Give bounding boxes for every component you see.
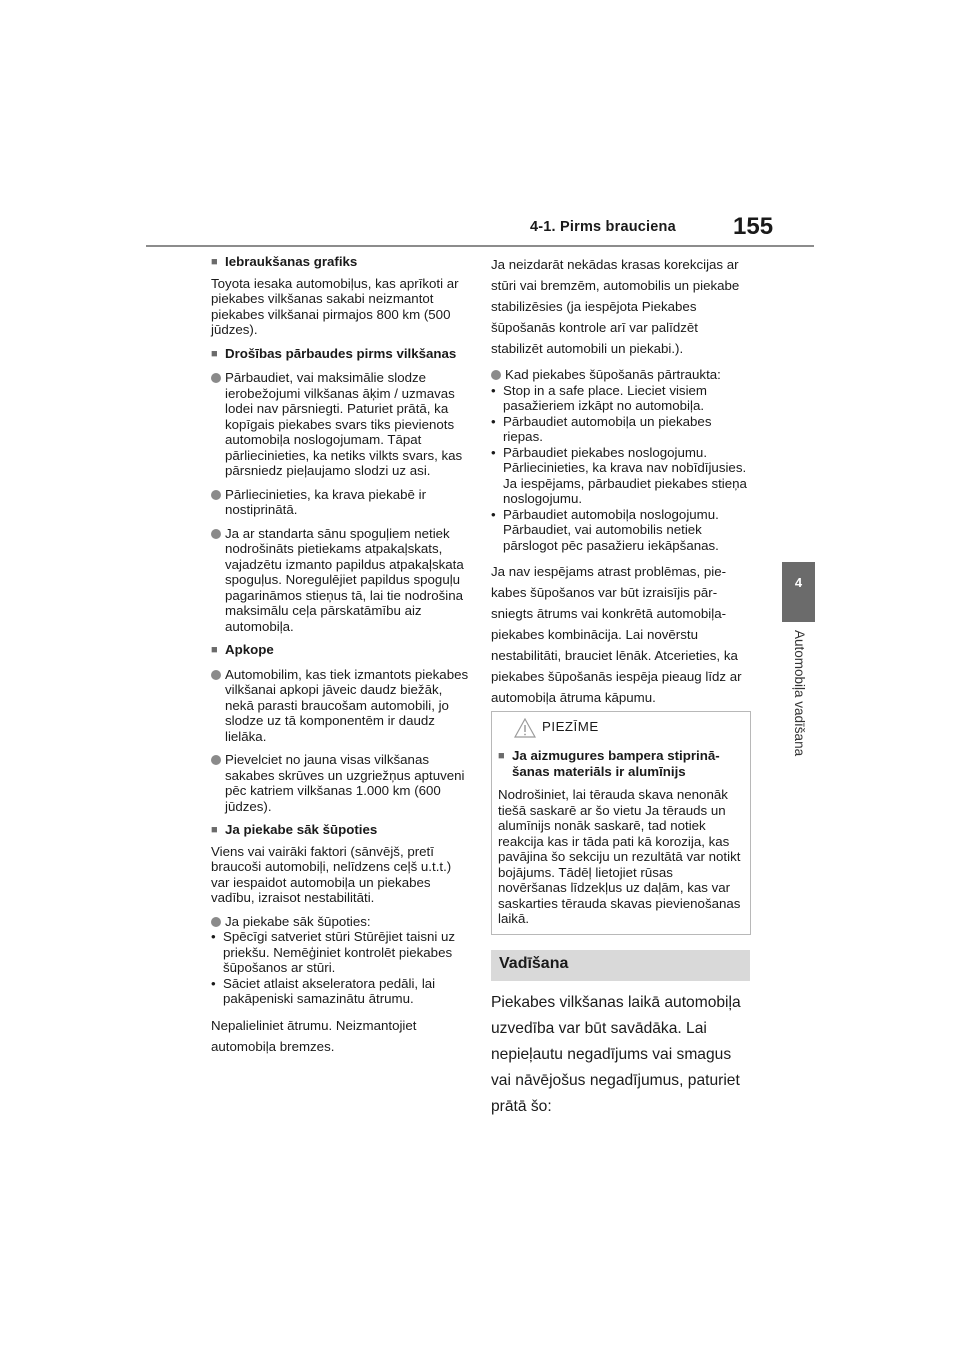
page-number: 155	[733, 213, 774, 240]
heading-break-in: ■ Iebraukšanas grafiks	[211, 254, 358, 269]
section-header: 4-1. Pirms brauciena	[530, 219, 676, 235]
paragraph: Viens vai vairāki faktori (sānvējš, pretī braucoši automobiļi, nelīdzens ceļš u.t.t.) var iespaidot automobiļa un piekabes vadību, izraisot nestabilitāti.	[211, 843, 452, 905]
heading-safety-checks: ■ Drošības pārbaudes pirms vilkšanas	[211, 345, 457, 361]
round-bullet-icon	[211, 526, 225, 635]
paragraph: Ja nav iespējams atrast problēmas, piekabes šūpošanos var būt izraisījis pārsniegts ātrums vai konkrētā automobiļa-piekabes kombinācija. Lai novērstu nestabilitāti, brauciet lēnāk. Atcerieties, ka piekabes šūpošanās iespēja pieaug līdz ar automobiļa ātruma kāpumu.	[491, 564, 742, 705]
square-bullet-icon: ■	[498, 750, 505, 762]
note-title: PIEZĪME	[542, 719, 599, 734]
paragraph: Ja neizdarāt nekādas krasas korekcijas ar stūri vai bremzēm, automobilis un piekabe stabilizēsies (ja iespējota Piekabes šūpošanās kontrole arī var palīdzēt stabilizēt automobili un piekabi.).	[491, 257, 740, 356]
sub-list-item: • Pārbaudiet automobiļa un piekabes riepas.	[491, 413, 712, 444]
round-bullet-icon	[211, 752, 225, 814]
square-bullet-icon: ■	[211, 824, 218, 836]
paragraph: Nepalieliniet ātrumu. Neizmantojiet automobiļa bremzes.	[211, 1017, 417, 1054]
bullet-item: Ja ar standarta sānu spoguļiem netiek nodrošināts pietiekams atpakaļskats, vajadzētu izmanto papildus atpakaļskata spoguļus. Noregulējiet papildus spoguļu pagarināmos stieņus tā, lai tie nodrošina maksimālu ceļa pārskatāmību aiz automobiļa.	[211, 526, 469, 635]
square-bullet-icon: ■	[211, 347, 218, 360]
heading-maintenance: ■ Apkope	[211, 642, 274, 657]
section-intro: Piekabes vilkšanas laikā automobiļa uzvedība var būt savādāka. Lai nepieļautu negadījums vai smagus vai nāvējošus negadījumus, paturiet prātā šo:	[491, 994, 741, 1115]
round-bullet-icon	[211, 370, 225, 479]
note-body	[498, 748, 744, 927]
bullet-item: Pievelciet no jauna visas vilkšanas sakabes skrūves un uzgriežņus aptuveni pēc katriem vilkšanas 1.000 km (600 jūdzes).	[211, 752, 469, 814]
bullet-item: Automobilim, kas tiek izmantots piekabes vilkšanai apkopi jāveic daudz biežāk, nekā parasti braucošam automobili, jo slodze uz tā komponentēm ir daudz lielāka.	[211, 667, 469, 745]
chapter-title-vertical	[786, 630, 810, 790]
round-bullet-icon	[211, 667, 225, 745]
note-heading: ■ Ja aizmugures bampera stiprināšanas materiāls ir alumīnijs	[498, 748, 720, 779]
sub-list-item: • Sāciet atlaist akseleratora pedāli, lai pakāpeniski samazinātu ātrumu.	[211, 975, 436, 1006]
sub-list-item: • Pārbaudiet automobiļa noslogojumu. Pārbaudiet, vai automobilis netiek pārslogot pēc pasažieru iekāpšanas.	[491, 506, 719, 553]
sub-list-item: • Pārbaudiet piekabes noslogojumu. Pārliecinieties, ka krava nav nobīdījusies. Ja iespējams, pārbaudiet piekabes stieņa noslogojumu.	[491, 444, 747, 506]
round-bullet-icon	[491, 367, 505, 383]
note-header	[492, 712, 750, 742]
bullet-item: Kad piekabes šūpošanās pārtraukta:	[491, 367, 753, 383]
bullet-item: Pārbaudiet, vai maksimālie slodze ierobežojumi vilkšanas āķim / uzmavas lodei nav pārsniegti. Paturiet prātā, ka kopīgais piekabes svars tiks pievienots automobiļa noslogojumam. Tāpat pārliecinieties, ka netiks vilkts svars, kas pārsniedz pieļaujamo slodzi uz asi.	[211, 370, 469, 479]
warning-triangle-icon	[514, 718, 536, 738]
bullet-item: Pārliecinieties, ka krava piekabē ir nostiprinātā.	[211, 487, 469, 518]
square-bullet-icon: ■	[211, 256, 218, 268]
chapter-tab	[782, 562, 815, 622]
section-bar	[491, 950, 750, 981]
chapter-number: 4	[794, 575, 803, 590]
bullet-item: Ja piekabe sāk šūpoties:	[211, 914, 469, 930]
square-bullet-icon: ■	[211, 644, 218, 656]
round-bullet-icon	[211, 487, 225, 518]
paragraph: Toyota iesaka automobiļus, kas aprīkoti ar piekabes vilkšanas sakabi neizmantot piekabes vilkšanai pirmajos 800 km (500 jūdzes).	[211, 275, 459, 337]
header-divider	[146, 245, 814, 247]
left-column	[211, 254, 469, 1057]
chapter-title: Automobiļa vadīšana	[792, 630, 807, 757]
sub-list-item: • Stop in a safe place. Lieciet visiem pasažieriem izkāpt no automobiļa.	[491, 382, 707, 413]
note-text: Nodrošiniet, lai tērauda skava nenonāk tiešā saskarē ar šo vietu Ja tērauds un alumīnijs nonāk saskarē, tad notiek reakcija kas ir tāda pati kā korozija, kas pavājina šo sekciju un rezultātā var notikt bojājums. Tādēļ lietojiet rūsas novēršanas līdzekļus uz daļām, kas var saskarties tērauda skavas pievienošanas laikā.	[498, 787, 741, 926]
round-bullet-icon	[211, 914, 225, 930]
sub-list-item: • Spēcīgi satveriet stūri Stūrējiet taisni uz priekšu. Nemēģiniet kontrolēt piekabes šūpošanos ar stūri.	[211, 929, 456, 975]
note-box	[491, 711, 751, 935]
section-title: Vadīšana	[499, 955, 569, 972]
heading-trailer-sway: ■ Ja piekabe sāk šūpoties	[211, 822, 378, 837]
right-column	[491, 254, 753, 708]
